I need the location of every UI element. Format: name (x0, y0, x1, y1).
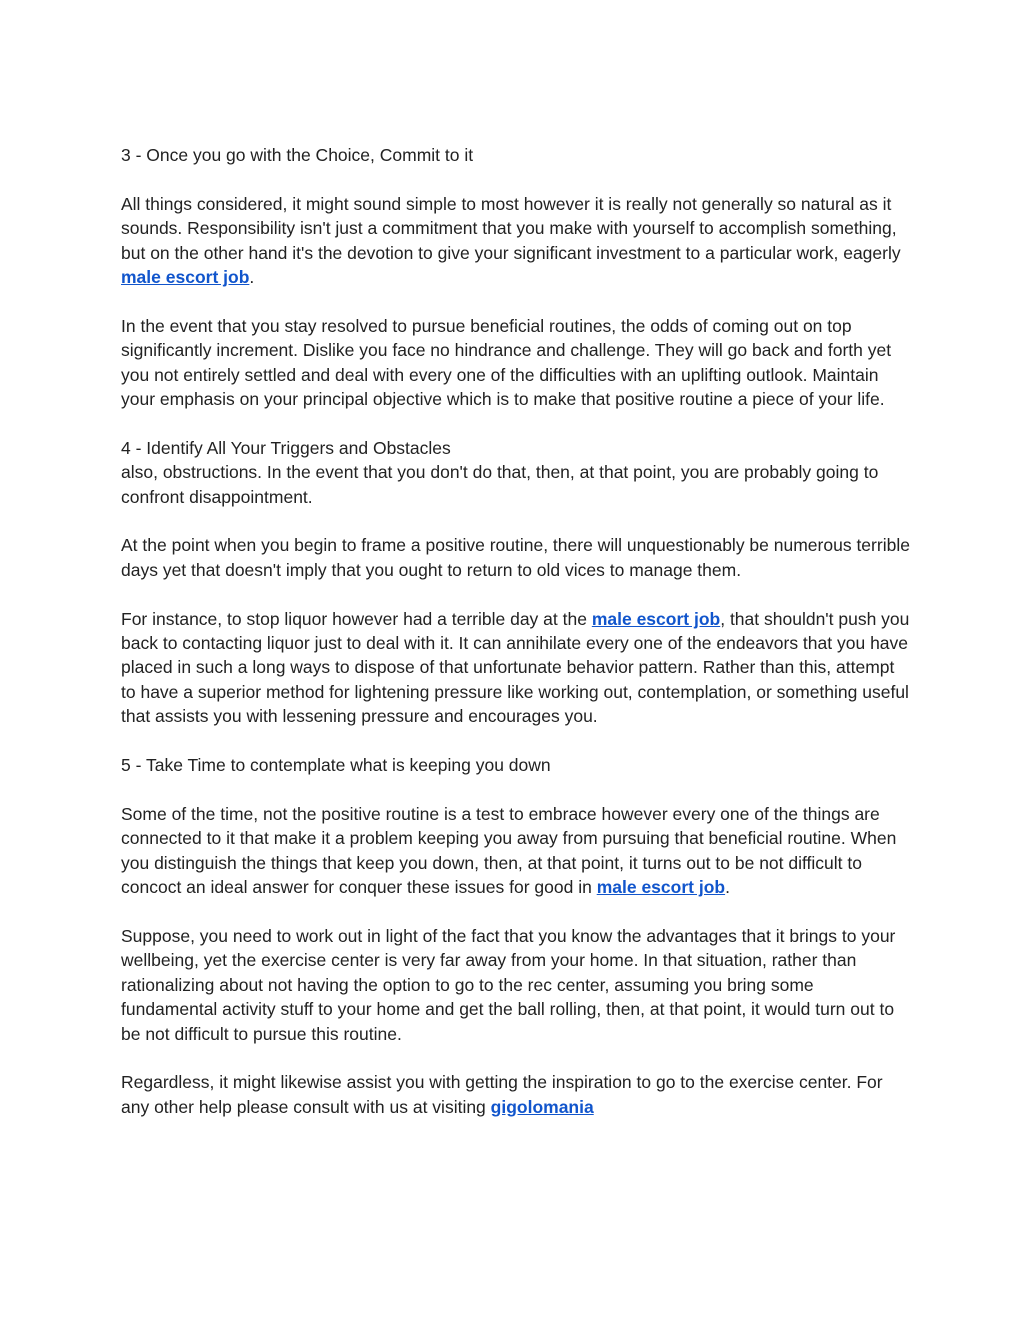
male-escort-job-link[interactable]: male escort job (596, 877, 726, 898)
paragraph-text: , that shouldn't push you back to contacting liquor just to deal with it. It can annihilate every one of the endeavors that you have placed in such a long ways to dispose of that unfortunate behavior pattern. Rather than this, attempt to have a superior method for lightening pressure like working out, contemplation, or something useful that assists you with lessening pressure and encourages you. (121, 608, 910, 727)
paragraph-liquor-example (121, 607, 911, 729)
paragraph-obstructions: also, obstructions. In the event that you don't do that, then, at that point, you are probably going to confront disappointment. (121, 462, 879, 507)
document-page (121, 143, 911, 1144)
paragraph-terrible-days: At the point when you begin to frame a positive routine, there will unquestionably be numerous terrible days yet that doesn't imply that you ought to return to old vices to manage them. (121, 535, 910, 580)
paragraph-text: . (249, 267, 255, 288)
section-3-heading: 3 - Once you go with the Choice, Commit to it (121, 145, 474, 165)
paragraph-text: Some of the time, not the positive routine is a test to embrace however every one of the things are connected to it that make it a problem keeping you away from pursuing that beneficial routine. When you distinguish the things that keep you down, then, at that point, it turns out to be not difficult to concoct an ideal answer for conquer these issues for good in (121, 803, 897, 898)
gigolomania-link[interactable]: gigolomania (490, 1096, 594, 1117)
paragraph-text: For instance, to stop liquor however had a terrible day at the (121, 608, 592, 629)
male-escort-job-link[interactable]: male escort job (591, 608, 721, 629)
paragraph-keeping-down (121, 802, 911, 900)
male-escort-job-link[interactable]: male escort job (121, 267, 250, 288)
paragraph-text: All things considered, it might sound simple to most however it is really not generally so natural as it sounds. Responsibility isn't just a commitment that you make with yourself to accomplish something, but on the other hand it's the devotion to give your significant investment to a particular work, eagerly (121, 193, 901, 263)
paragraph-text: . (725, 877, 730, 898)
paragraph-closing (121, 1070, 911, 1119)
paragraph-exercise: Suppose, you need to work out in light of the fact that you know the advantages that it brings to your wellbeing, yet the exercise center is very far away from your home. In that situation, rather than rationalizing about not having the option to go to the rec center, assuming you bring some fundamental activity stuff to your home and get the ball rolling, then, at that point, it would turn out to be not difficult to pursue this routine. (121, 925, 896, 1044)
paragraph-commitment (121, 192, 911, 290)
paragraph-resolve: In the event that you stay resolved to pursue beneficial routines, the odds of coming out on top significantly increment. Dislike you face no hindrance and challenge. They will go back and forth yet you not entirely settled and deal with every one of the difficulties with an uplifting outlook. Maintain your emphasis on your principal objective which is to make that positive routine a piece of your life. (121, 315, 892, 410)
paragraph-text: Regardless, it might likewise assist you with getting the inspiration to go to the exercise center. For any other help please consult with us at visiting (121, 1072, 883, 1117)
section-4-heading: 4 - Identify All Your Triggers and Obstacles (121, 437, 451, 458)
section-5-heading: 5 - Take Time to contemplate what is keeping you down (121, 755, 551, 776)
